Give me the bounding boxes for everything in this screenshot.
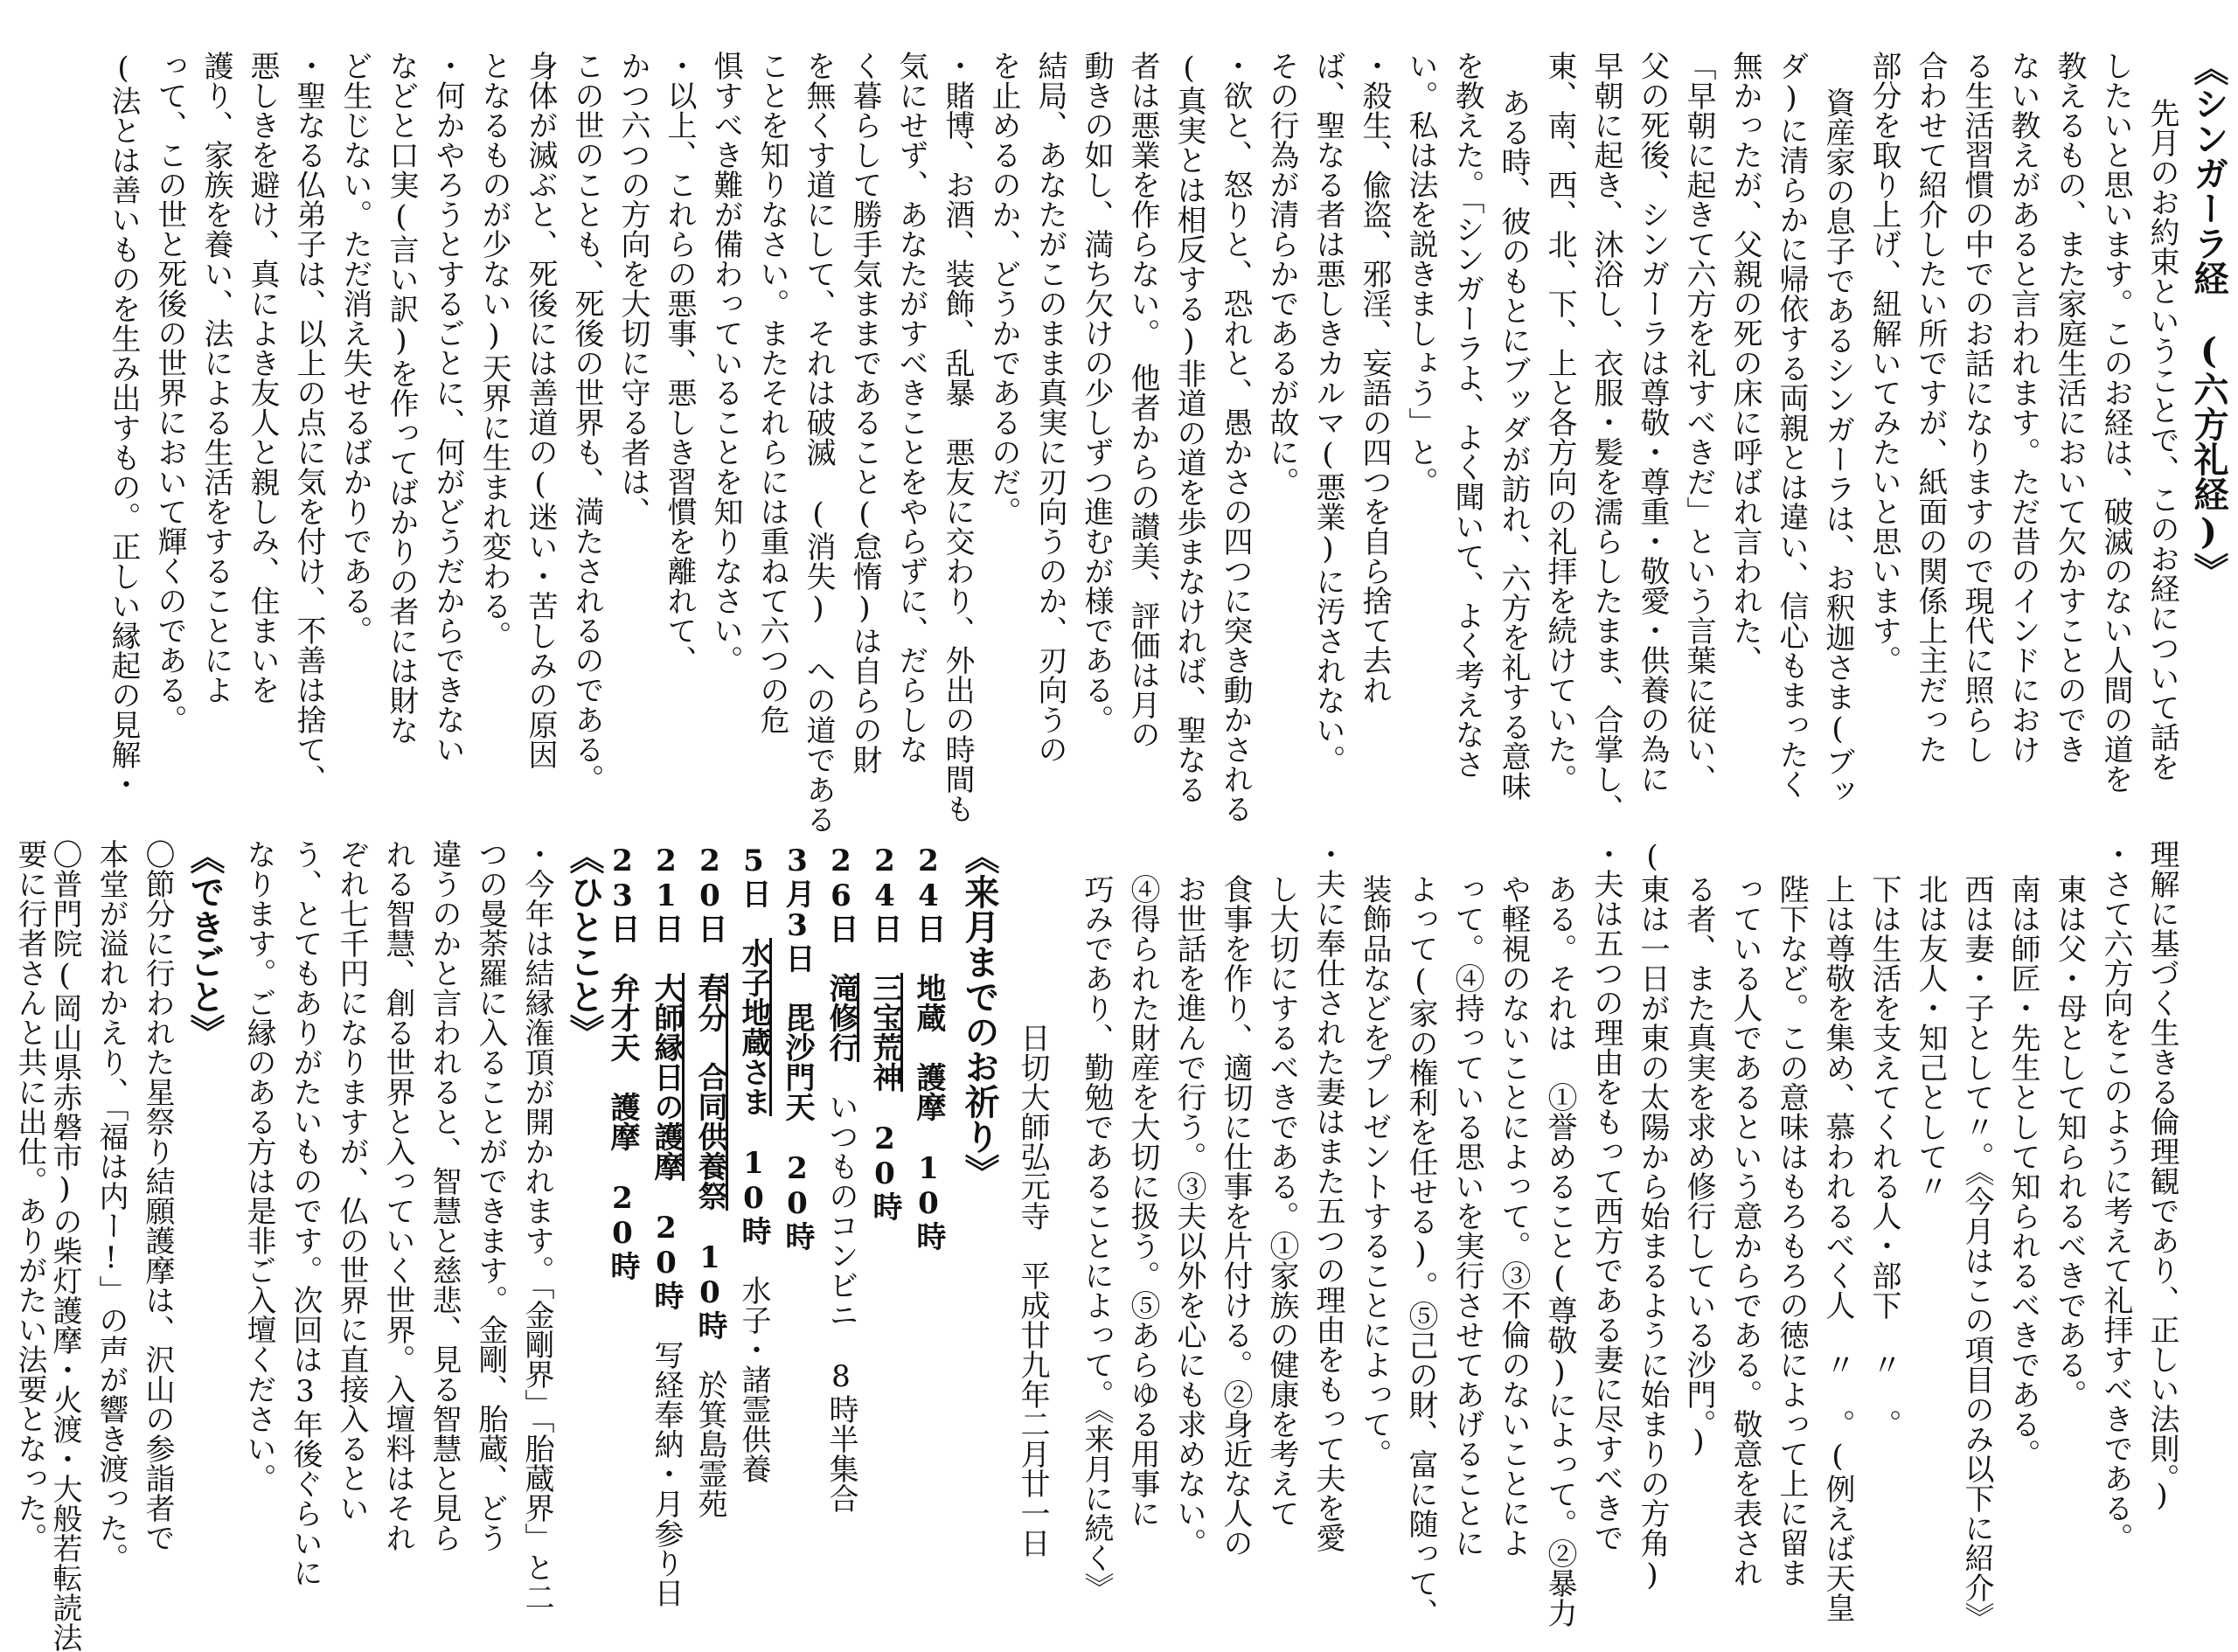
hitokoto-title: 《ひとこと》	[564, 839, 605, 1049]
text-line: う、とてもありがたいものです。次回は3年後ぐらいに	[288, 839, 323, 1587]
prayer-name: 三宝荒神	[867, 973, 902, 1092]
text-line: ことを知りなさい。またそれらには重ねて六つの危	[754, 51, 789, 734]
text-line: 気にせず、あなたがすべきことをやらずに、だらしな	[893, 51, 928, 764]
prayer-item	[773, 843, 822, 1251]
prayer-time: 20時	[649, 1211, 684, 1310]
text-line: かつ六つの方向を大切に守る者は、	[615, 51, 650, 526]
text-line: 東は父・母として知られるべきである。	[2052, 874, 2087, 1409]
prayer-date: 20日	[692, 843, 727, 943]
signature: 日切大師弘元寺 平成廿九年二月廿一日	[1015, 1023, 1050, 1558]
text-line: (真実とは相反する)非道の道を歩まなければ、聖なる	[1171, 51, 1206, 804]
text-line: を止めるのか、どうかであるのだ。	[986, 51, 1021, 526]
prayer-item	[817, 843, 865, 1513]
prayer-time: 20時	[605, 1181, 640, 1281]
prayer-item	[685, 843, 734, 1518]
text-line: ダ)に清らかに帰依する両親とは違い、信心もまったく	[1774, 51, 1809, 799]
prayer-name: 大師縁日の護摩	[649, 973, 684, 1181]
text-line: 装飾品などをプレゼントすることによって。	[1357, 874, 1392, 1468]
prayer-date: 23日	[605, 843, 640, 943]
text-line: ・聖なる仏弟子は、以上の点に気を付け、不善は捨て、	[291, 51, 326, 794]
text-line: 父の死後、シンガーラは尊敬・尊重・敬愛・供養の為に	[1635, 51, 1670, 794]
text-line: っている人であるという意からである。敬意を表され	[1727, 874, 1762, 1587]
text-line: となるものが少ない)天界に生まれ変わる。	[476, 51, 511, 650]
prayer-name: 春分 合同供養祭	[692, 973, 727, 1211]
text-line: 上は尊敬を集め、慕われるべく人 〃 。(例えば天皇	[1820, 874, 1855, 1622]
prayer-date: 26日	[824, 843, 858, 943]
text-line: ・さて六方向をこのように考えて礼拝すべきである。	[2098, 839, 2133, 1552]
text-line: お世話を進んで行う。③夫以外を心にも求めない。	[1171, 874, 1206, 1558]
text-line: この世のことも、死後の世界も、満たされるのである。	[569, 51, 604, 794]
prayer-name: 毘沙門天	[780, 1003, 815, 1121]
text-line: 理解に基づく生きる倫理観であり、正しい法則。)	[2144, 839, 2179, 1513]
text-line: 要に行者さんと共に出仕。ありがたい法要となった。	[12, 839, 47, 1552]
text-line: 〇普門院(岡山県赤磐市)の柴灯護摩・火渡・大般若転読法	[47, 839, 82, 1652]
text-line: ど生じない。ただ消え失せるばかりである。	[337, 51, 372, 645]
text-line: 結局、あなたがこのまま真実に刃向うのか、刃向うの	[1032, 51, 1067, 764]
text-line: ・欲と、怒りと、恐れと、愚かさの四つに突き動かされる	[1218, 51, 1253, 823]
text-line: ある。それは ①誉めること(尊敬)によって。②暴力	[1542, 874, 1577, 1628]
text-line: (法とは善いものを生み出すもの。正しい縁起の見解・	[106, 51, 141, 799]
text-line: 身体が滅ぶと、死後には善道の(迷い・苦しみの原因	[523, 51, 558, 769]
text-line: 教えるもの、また家庭生活において欠かすことのでき	[2052, 51, 2087, 764]
text-line: 合わせて紹介したい所ですが、紙面の関係上主だった	[1913, 51, 1948, 764]
prayer-date: 21日	[649, 843, 684, 943]
prayer-name: 水子地蔵さま	[736, 938, 771, 1116]
prayer-item	[642, 843, 691, 1607]
text-line: 惧すべき難が備わっていることを知りなさい。	[708, 51, 743, 675]
text-line: 無かったが、父親の死の床に呼ばれ言われた、	[1727, 51, 1762, 675]
text-line: 食事を作り、適切に仕事を片付ける。②身近な人の	[1218, 874, 1253, 1558]
text-line: る者、また真実を求め修行している沙門。)	[1681, 874, 1716, 1459]
text-line: 違うのかと言われると、智慧と慈悲、見る智慧と見ら	[427, 839, 462, 1552]
text-line: 東、南、西、北、下、上と各方向の礼拝を続けていた。	[1542, 51, 1577, 794]
text-line: 資産家の息子であるシンガーラは、お釈迦さま(ブッ	[1820, 87, 1855, 806]
text-line: 西は妻・子として〃。《今月はこの項目のみ以下に紹介》	[1959, 874, 1994, 1632]
text-line: って。④持っている思いを実行させてあげることに	[1449, 874, 1484, 1558]
text-line: 「早朝に起きて六方を礼すべきだ」という言葉に従い、	[1681, 51, 1716, 794]
text-line: したいと思います。このお経は、破滅のない人間の道を	[2098, 51, 2133, 794]
article-title: 《シンガーラ経 (六方礼経)》	[2188, 51, 2229, 587]
prayer-time: 10時	[736, 1146, 771, 1246]
text-line: く暮らして勝手気ままであること(怠惰)は自らの財	[847, 51, 882, 774]
prayer-time: 10時	[911, 1151, 946, 1251]
text-line: を教えた。「シンガーラよ、よく聞いて、よく考えなさ	[1449, 51, 1484, 779]
prayer-note: 写経奉納・月参り日	[649, 1340, 684, 1607]
text-line: つの曼荼羅に入ることができます。金剛、胎蔵、どう	[473, 839, 508, 1552]
text-line: を無くす道にして、それは破滅 (消失) への道である	[801, 51, 836, 834]
text-line: 先月のお約束ということで、このお経について話を	[2144, 98, 2179, 781]
text-line: 者は悪業を作らない。 他者からの讃美、評価は月の	[1125, 51, 1160, 749]
prayer-name: 滝修行	[824, 973, 858, 1062]
prayer-title: 《来月までのお祈り》	[959, 839, 1000, 1189]
text-line: ・夫は五つの理由をもって西方である妻に尽すべきで	[1588, 839, 1623, 1552]
text-line: 早朝に起き、沐浴し、衣服・髪を濡らしたまま、合掌し、	[1588, 51, 1623, 823]
prayer-name: 地蔵 護摩	[911, 973, 946, 1121]
prayer-note: 水子・諸霊供養	[736, 1275, 771, 1483]
text-line: 巧みであり、勤勉であることによって。《来月に続く》	[1079, 874, 1114, 1602]
prayer-time: 20時	[780, 1151, 815, 1251]
prayer-item	[904, 843, 953, 1251]
prayer-date: 5日	[736, 843, 771, 908]
text-line: ・殺生、偸盗、邪淫、妄語の四つを自ら捨て去れ	[1357, 51, 1392, 705]
text-line: 〇節分に行われた星祭り結願護摩は、沢山の参詣者で	[140, 839, 175, 1552]
prayer-note: いつものコンビニ 8時半集合	[824, 1092, 858, 1513]
text-line: ・今年は結縁潅頂が開かれます。「金剛界」「胎蔵界」と二	[519, 839, 554, 1612]
text-line: 悪しきを避け、真によき友人と親しみ、住まいを	[245, 51, 280, 705]
prayer-item	[860, 843, 909, 1221]
prayer-name: 弁才天 護摩	[605, 973, 640, 1151]
prayer-item	[729, 843, 778, 1483]
text-line: 南は師匠・先生として知られるべきである。	[2005, 874, 2040, 1468]
text-line: 部分を取り上げ、紐解いてみたいと思います。	[1866, 51, 1901, 675]
text-line: って、この世と死後の世界において輝くのである。	[152, 51, 187, 734]
prayer-date: 3月3日	[780, 843, 815, 973]
text-line: ④得られた財産を大切に扱う。⑤あらゆる用事に	[1125, 874, 1160, 1528]
text-line: などと口実(言い訳)を作ってばかりの者には財な	[384, 51, 419, 745]
text-line: ぞれ七千円になりますが、仏の世界に直接入るとい	[334, 839, 369, 1523]
text-line: 動きの如し、満ち欠けの少しずつ進むが様である。	[1079, 51, 1114, 734]
text-line: し大切にするべきである。①家族の健康を考えて	[1264, 874, 1299, 1528]
text-line: 下は生活を支えてくれる人・部下 〃 。	[1866, 874, 1901, 1439]
text-line: ・賭博、お酒、装飾、乱暴 悪友に交わり、外出の時間も	[940, 51, 975, 823]
text-line: その行為が清らかであるが故に。	[1264, 51, 1299, 496]
text-line: る生活習慣の中でのお話になりますので現代に照らし	[1959, 51, 1994, 764]
prayer-note: 於箕島霊苑	[692, 1370, 727, 1518]
text-line: 護り、家族を養い、法による生活をすることによ	[198, 51, 233, 705]
prayer-date: 24日	[867, 843, 902, 943]
text-line: い。私は法を説きましょう」と。	[1403, 51, 1438, 496]
dekigoto-heading: 《できごと》	[184, 839, 226, 1049]
prayer-date: 24日	[911, 843, 946, 943]
text-line: れる智慧、創る世界と入っていく世界。入壇料はそれ	[380, 839, 415, 1552]
text-line: ない教えがあると言われます。ただ昔のインドにおけ	[2005, 51, 2040, 764]
text-line: なります。ご縁のある方は是非ご入壇ください。	[241, 839, 276, 1493]
text-line: ある時、彼のもとにブッダが訪れ、六方を礼する意味	[1496, 87, 1531, 801]
text-line: (東は一日が東の太陽から始まるように始まりの方角)	[1635, 839, 1670, 1593]
text-line: 北は友人・知己として〃	[1913, 874, 1948, 1201]
text-line: や軽視のないことによって。③不倫のないことによ	[1496, 874, 1531, 1558]
text-line: ・何かやろうとするごとに、何がどうだからできない	[430, 51, 465, 764]
text-line: ば、聖なる者は悪しきカルマ(悪業)に汚されない。	[1310, 51, 1345, 774]
text-line: 陛下など。この意味はもろもろの徳によって上に留ま	[1774, 874, 1809, 1587]
text-line: 本堂が溢れかえり、「福は内ー!」の声が響き渡った。	[94, 839, 129, 1572]
text-line: よって(家の権利を任せる)。⑤己の財、富に随って、	[1403, 874, 1438, 1628]
text-line: ・夫に奉仕された妻はまた五つの理由をもって夫を愛	[1310, 839, 1345, 1552]
prayer-time: 10時	[692, 1240, 727, 1340]
prayer-time: 20時	[867, 1121, 902, 1221]
text-line: ・以上、これらの悪事、悪しき習慣を離れて、	[662, 51, 697, 675]
